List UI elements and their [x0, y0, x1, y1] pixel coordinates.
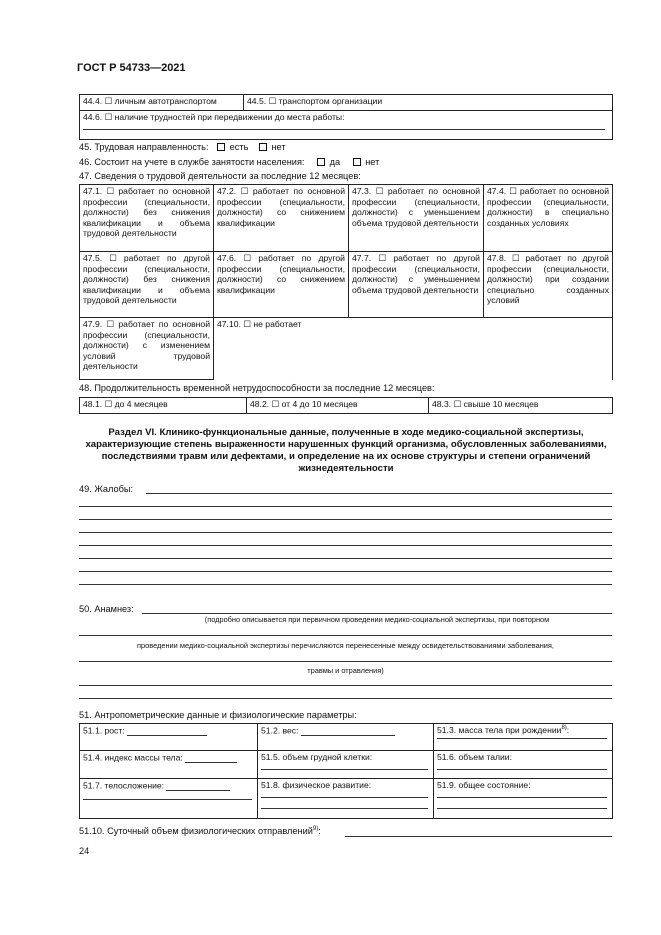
question-51-label: 51. Антропометрические данные и физиологические параметры:	[79, 710, 357, 720]
empty-cell	[349, 318, 484, 380]
anamnesis-line[interactable]	[79, 635, 612, 636]
complaints-line[interactable]	[79, 532, 612, 533]
field-51-2-label: 51.2. вес:	[261, 725, 299, 736]
field-51-5[interactable]	[258, 751, 434, 779]
table-48	[79, 397, 613, 414]
option-47-4[interactable]: 47.4. ☐ работает по основной профессии (специальности, должности) в специально созданных условиях	[484, 185, 613, 252]
option-45-yes-label: есть	[229, 142, 249, 152]
bmi-input[interactable]	[185, 752, 237, 763]
question-46	[79, 157, 379, 168]
option-44-5[interactable]: 44.5. ☐ транспортом организации	[244, 95, 613, 111]
checkbox-45-no[interactable]	[259, 143, 267, 151]
question-46-label: 46. Состоит на учете в службе занятости населения:	[79, 157, 305, 167]
field-51-10-colon: :	[318, 826, 321, 836]
option-47-5[interactable]: 47.5. ☐ работает по другой профессии (специальности, должности) без снижения квалификации и объема трудовой деятельности	[80, 252, 214, 318]
section-6-title	[70, 427, 622, 475]
question-45-label: 45. Трудовая направленность:	[79, 142, 209, 152]
field-51-4-label: 51.4. индекс массы тела:	[83, 752, 183, 763]
general-condition-input-line-2[interactable]	[437, 808, 607, 809]
option-46-yes-label: да	[329, 157, 341, 167]
option-47-7[interactable]: 47.7. ☐ работает по другой профессии (специальности, должности) с уменьшением объема трудовой деятельности	[349, 252, 484, 318]
option-44-4[interactable]: 44.4. ☐ личным автотранспортом	[80, 95, 244, 111]
build-input[interactable]	[166, 780, 230, 791]
field-51-6-label: 51.6. объем талии:	[437, 752, 512, 762]
anamnesis-line[interactable]	[142, 613, 612, 614]
physical-development-input-line-2[interactable]	[261, 808, 428, 809]
field-51-3-label: 51.3. масса тела при рождении	[437, 725, 562, 735]
height-input[interactable]	[127, 725, 207, 736]
anamnesis-line[interactable]	[79, 661, 612, 662]
table-47	[79, 184, 613, 380]
field-51-9-label: 51.9. общее состояние:	[437, 780, 531, 790]
field-51-10-label: 51.10. Суточный объем физиологических отправлений	[79, 826, 313, 836]
page-number: 24	[79, 846, 90, 856]
anamnesis-line[interactable]	[79, 685, 612, 686]
fill-line[interactable]	[83, 129, 605, 130]
complaints-line[interactable]	[79, 584, 612, 585]
document-header: ГОСТ Р 54733—2021	[77, 62, 186, 74]
option-47-9[interactable]: 47.9. ☐ работает по основной профессии (специальности, должности) с изменением условий трудовой деятельности	[80, 318, 214, 380]
anamnesis-line[interactable]	[79, 698, 612, 699]
question-48-label: 48. Продолжительность временной нетрудоспособности за последние 12 месяцев:	[79, 383, 435, 393]
option-47-3[interactable]: 47.3. ☐ работает по основной профессии (специальности, должности) с уменьшением объема трудовой деятельности	[349, 185, 484, 252]
checkbox-46-no[interactable]	[353, 158, 361, 166]
option-48-3[interactable]: 48.3. ☐ свыше 10 месяцев	[429, 398, 613, 414]
complaints-line[interactable]	[79, 545, 612, 546]
section-6-title-line-4: жизнедеятельности	[298, 463, 394, 474]
checkbox-45-yes[interactable]	[217, 143, 225, 151]
field-51-9[interactable]	[434, 779, 613, 819]
build-input-line-2[interactable]	[83, 799, 252, 800]
field-51-4[interactable]	[80, 751, 258, 779]
complaints-line[interactable]	[79, 571, 612, 572]
field-51-10	[79, 826, 321, 837]
section-6-title-line-2: характеризующие степень выраженности нарушенных функций организма, обусловленных заболеваниями,	[85, 439, 607, 450]
option-48-2[interactable]: 48.2. ☐ от 4 до 10 месяцев	[247, 398, 429, 414]
field-51-7[interactable]	[80, 779, 258, 819]
anamnesis-note-2: проведении медико-социальной экспертизы перечисляются перенесенные между освидетельствованиями заболевания,	[137, 641, 554, 650]
option-47-1[interactable]: 47.1. ☐ работает по основной профессии (специальности, должности) без снижения квалификации и объема трудовой деятельности	[80, 185, 214, 252]
physical-development-input[interactable]	[261, 797, 428, 798]
option-47-10[interactable]: 47.10. ☐ не работает	[214, 318, 349, 380]
complaints-line[interactable]	[79, 519, 612, 520]
footnote-8: 8)	[561, 725, 567, 732]
option-45-no-label: нет	[271, 142, 286, 152]
waist-input[interactable]	[437, 769, 607, 770]
field-51-2[interactable]	[258, 724, 434, 751]
option-47-6[interactable]: 47.6. ☐ работает по другой профессии (специальности, должности) со снижением квалификации	[214, 252, 349, 318]
anamnesis-note-1: (подробно описывается при первичном проведении медико-социальной экспертизы, при повторном	[204, 615, 550, 624]
anamnesis-note-3: травмы и отравления)	[307, 666, 384, 675]
option-46-no-label: нет	[365, 157, 380, 167]
birth-weight-input[interactable]	[437, 738, 607, 739]
empty-cell	[484, 318, 613, 380]
field-51-7-label: 51.7. телосложение:	[83, 780, 165, 791]
question-45	[79, 142, 286, 153]
question-50-label: 50. Анамнез:	[79, 604, 134, 614]
field-51-5-label: 51.5. объем грудной клетки:	[261, 752, 373, 762]
daily-volume-input[interactable]	[345, 836, 612, 837]
section-6-title-line-3: последствиями травм или дефектами, и определение на их основе структуры и степени ограничений	[101, 451, 591, 462]
checkbox-46-yes[interactable]	[317, 158, 325, 166]
field-51-8-label: 51.8. физическое развитие:	[261, 780, 372, 790]
field-51-6[interactable]	[434, 751, 613, 779]
section-6-title-line-1: Раздел VI. Клинико-функциональные данные, полученные в ходе медико-социальной экспертизы,	[108, 427, 584, 438]
complaints-line[interactable]	[79, 506, 612, 507]
field-51-1-label: 51.1. рост:	[83, 725, 125, 736]
table-51	[79, 723, 613, 819]
chest-input[interactable]	[261, 769, 428, 770]
option-44-6[interactable]	[80, 111, 613, 140]
footnote-9: 9)	[312, 825, 319, 832]
option-48-1[interactable]: 48.1. ☐ до 4 месяцев	[80, 398, 247, 414]
option-44-6-label: 44.6. ☐ наличие трудностей при передвижении до места работы:	[83, 112, 345, 122]
field-51-1[interactable]	[80, 724, 258, 751]
field-51-8[interactable]	[258, 779, 434, 819]
weight-input[interactable]	[301, 725, 395, 736]
question-49-label: 49. Жалобы:	[79, 484, 134, 494]
table-44	[79, 94, 613, 140]
option-47-2[interactable]: 47.2. ☐ работает по основной профессии (специальности, должности) со снижением квалификации	[214, 185, 349, 252]
question-47-label: 47. Сведения о трудовой деятельности за последние 12 месяцев:	[79, 171, 361, 181]
field-51-3[interactable]: 51.3. масса тела при рождении$^{8)}$:	[434, 724, 613, 751]
option-47-8[interactable]: 47.8. ☐ работает по другой профессии (специальности, должности) при создании специально созданных условий	[484, 252, 613, 318]
general-condition-input[interactable]	[437, 797, 607, 798]
complaints-line[interactable]	[79, 558, 612, 559]
complaints-line[interactable]	[146, 493, 612, 494]
